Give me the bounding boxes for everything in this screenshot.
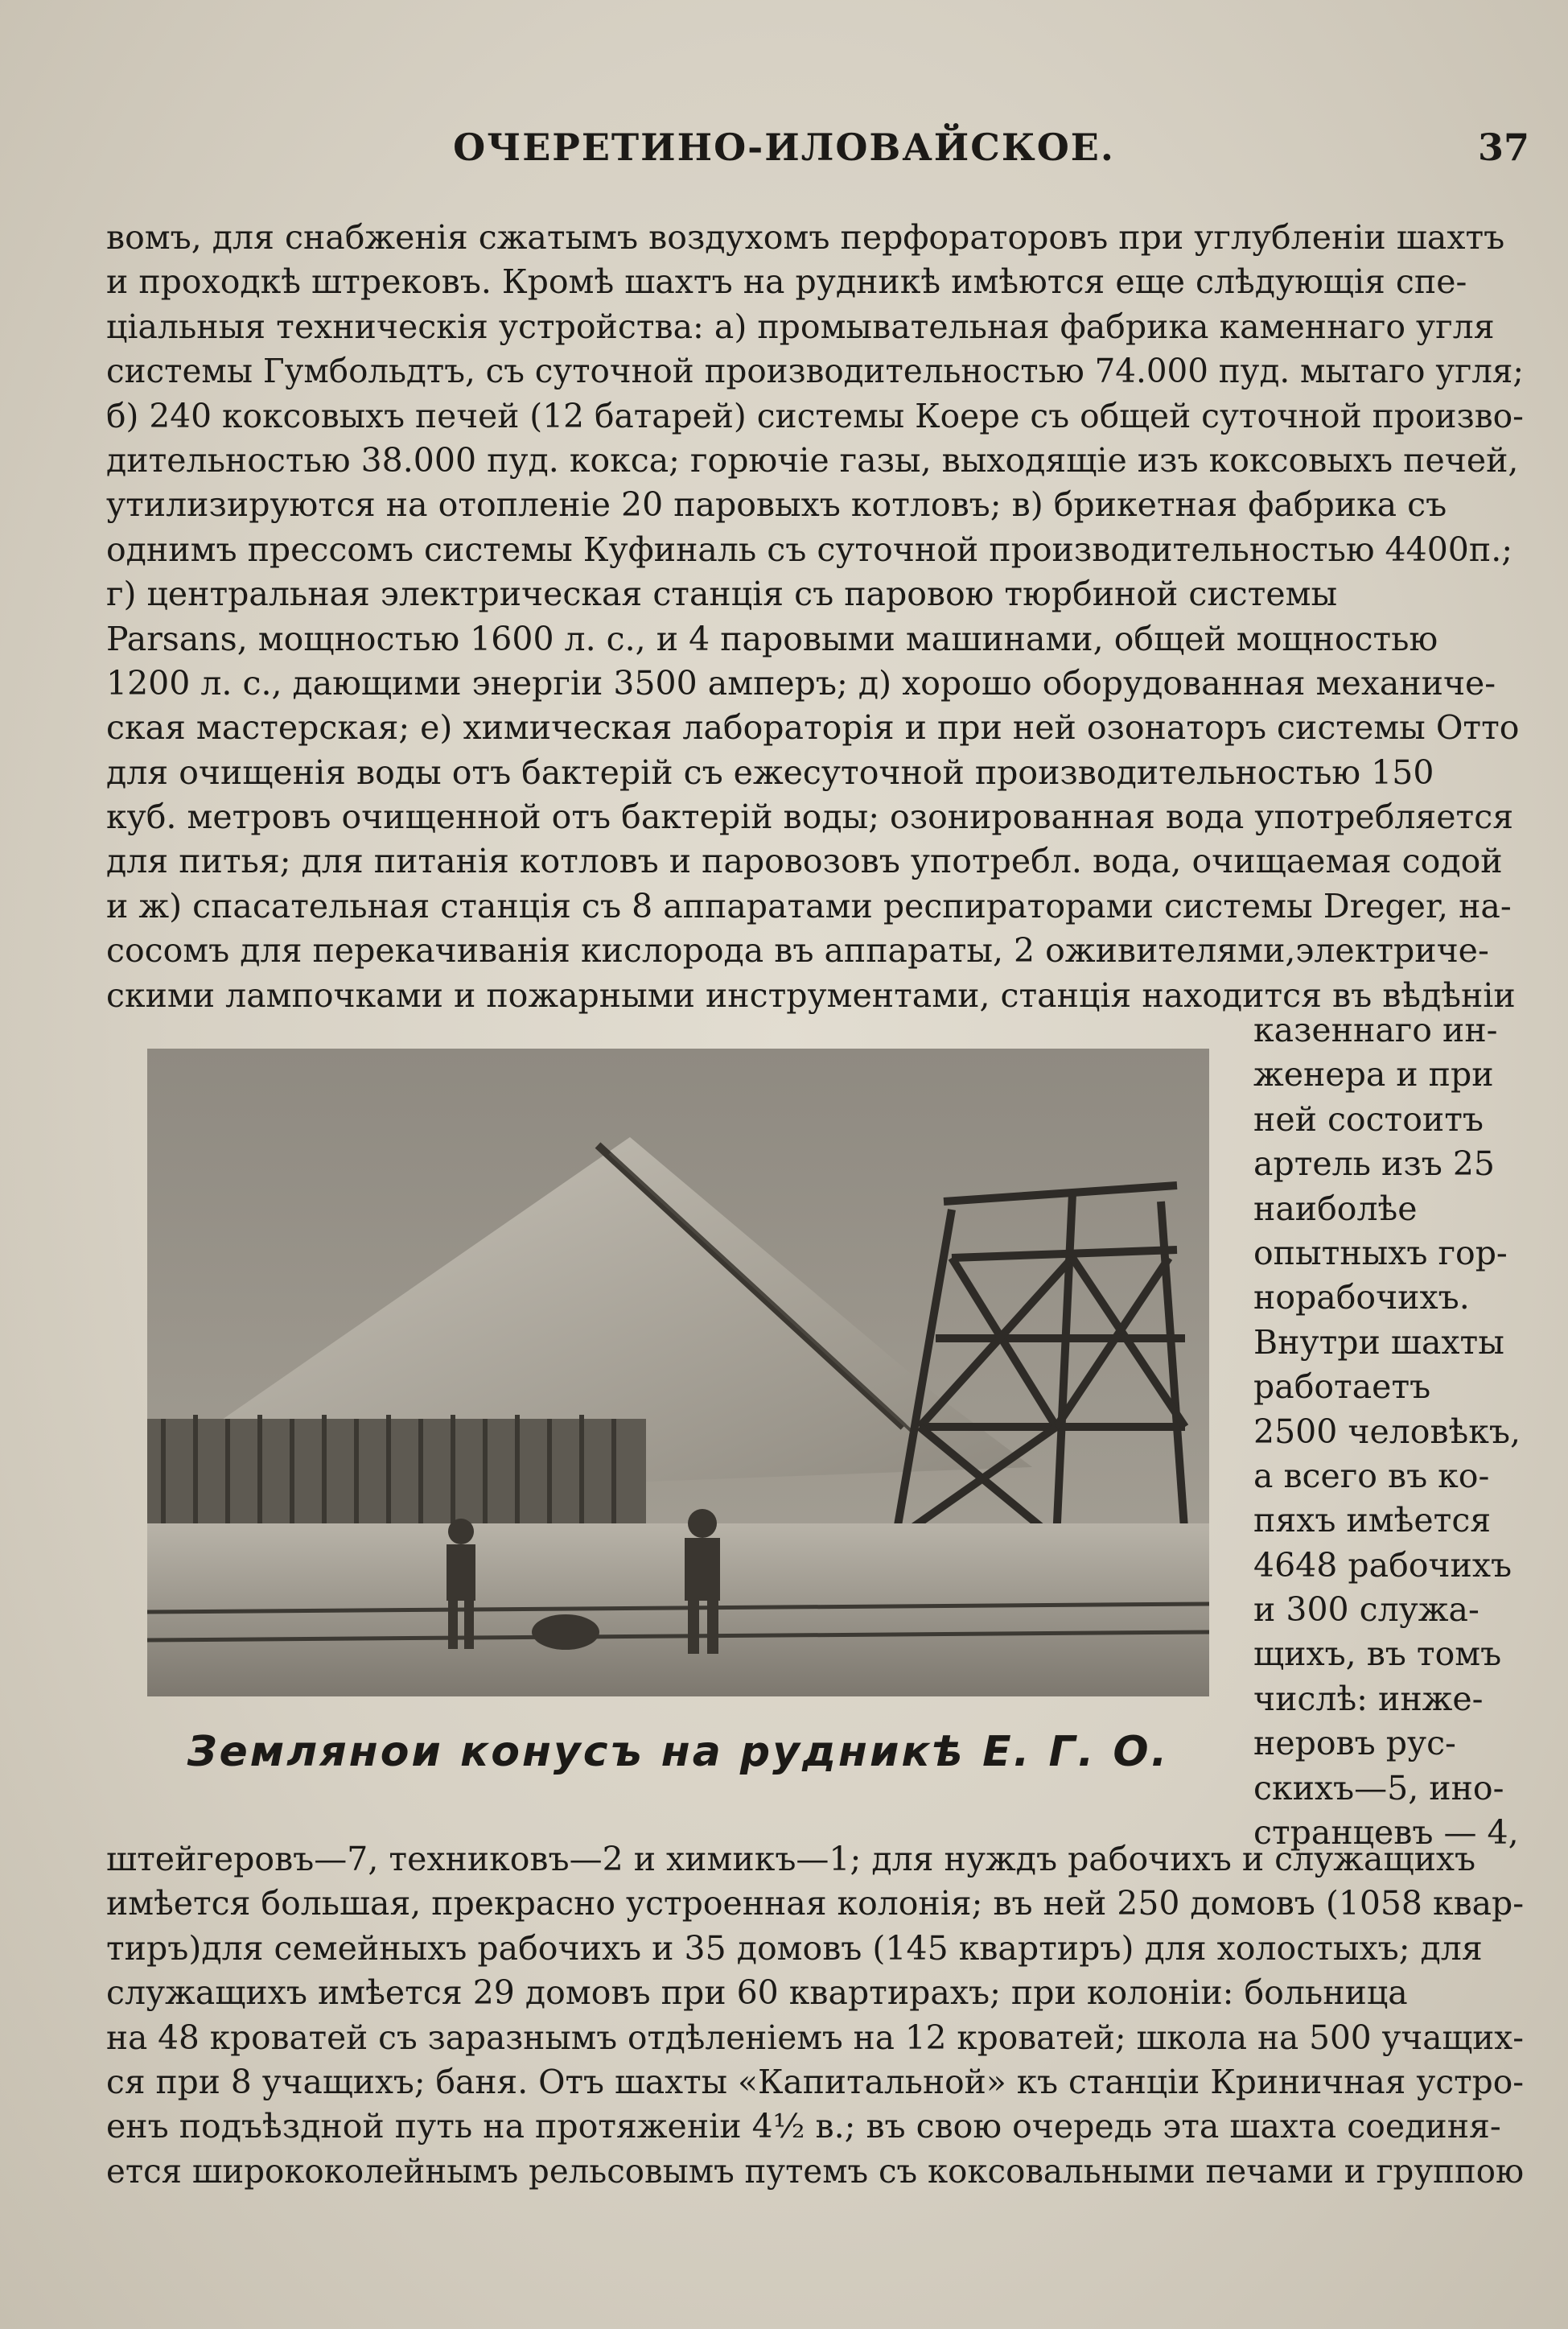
text-line: имѣется большая, прекрасно устроенная колонія; въ ней 250 домовъ (1058 квар-: [106, 1884, 1525, 1923]
text-line: утилизируются на отопленіе 20 паровыхъ котловъ; в) брикетная фабрика съ: [106, 485, 1447, 525]
page-header: [0, 119, 1568, 183]
page-number: 37: [1477, 126, 1529, 169]
text-line: странцевъ — 4,: [1253, 1813, 1519, 1853]
text-line: опытныхъ гор-: [1253, 1233, 1508, 1272]
text-line: вомъ, для снабженія сжатымъ воздухомъ перфораторовъ при углубленіи шахтъ: [106, 218, 1505, 257]
text-line: сосомъ для перекачиванія кислорода въ аппараты, 2 оживителями,электриче-: [106, 931, 1489, 971]
running-head: ОЧЕРЕТИНО-ИЛОВАЙСКОЕ.: [453, 126, 1115, 169]
text-line: ціальныя техническія устройства: а) промывательная фабрика каменнаго угля: [106, 307, 1495, 346]
text-line: пяхъ имѣется: [1253, 1501, 1492, 1540]
text-line: тиръ)для семейныхъ рабочихъ и 35 домовъ (145 квартиръ) для холостыхъ; для: [106, 1928, 1483, 1968]
text-line: штейгеровъ—7, техниковъ—2 и химикъ—1; для нуждъ рабочихъ и служащихъ: [106, 1840, 1476, 1878]
text-line: дительностью 38.000 пуд. кокса; горючіе газы, выходящіе изъ коксовыхъ печей,: [106, 440, 1519, 480]
text-line: 2500 человѣкъ,: [1253, 1412, 1521, 1451]
figure-caption: Землянои конусъ на рудникѣ Е. Г. О.: [187, 1728, 1170, 1776]
text-line: казеннаго ин-: [1253, 1011, 1498, 1049]
text-line: работаетъ: [1253, 1367, 1431, 1407]
text-line: артель изъ 25: [1253, 1144, 1496, 1184]
text-line: однимъ прессомъ системы Куфиналь съ суточной производительностью 4400п.;: [106, 530, 1513, 569]
text-line: скими лампочками и пожарными инструментами, станція находится въ вѣдѣніи: [106, 975, 1516, 1015]
text-line: на 48 кроватей съ заразнымъ отдѣленіемъ на 12 кроватей; школа на 500 учащих-: [106, 2018, 1524, 2057]
text-line: и ж) спасательная станція съ 8 аппаратами респираторами системы Dreger, на-: [106, 886, 1512, 925]
text-line: б) 240 коксовыхъ печей (12 батарей) системы Коере съ общей суточной произво-: [106, 396, 1524, 435]
side-column-text: [1253, 1008, 1524, 1855]
text-line: г) центральная электрическая станція съ паровою тюрбиной системы: [106, 575, 1338, 614]
text-line: ется ширококолейнымъ рельсовымъ путемъ съ коксовальными печами и группою: [106, 2151, 1525, 2191]
text-line: ская мастерская; е) химическая лабораторія и при ней озонаторъ системы Отто: [106, 708, 1520, 748]
text-line: норабочихъ.: [1253, 1278, 1470, 1317]
body-text-top: [106, 216, 1524, 1018]
text-line: 4648 рабочихъ: [1253, 1545, 1512, 1585]
text-line: женера и при: [1253, 1055, 1494, 1094]
photo-figure: [147, 1049, 1209, 1696]
body-text-bottom: [106, 1837, 1524, 2194]
text-line: и проходкѣ штрековъ. Кромѣ шахтъ на рудникѣ имѣются еще слѣдующія спе-: [106, 262, 1467, 302]
text-line: ся при 8 учащихъ; баня. Отъ шахты «Капитальной» къ станціи Криничная устро-: [106, 2062, 1525, 2101]
text-line: системы Гумбольдтъ, съ суточной производительностью 74.000 пуд. мытаго угля;: [106, 352, 1524, 391]
earth-cone-photo: [147, 1049, 1209, 1696]
text-line: Внутри шахты: [1253, 1322, 1504, 1362]
text-line: служащихъ имѣется 29 домовъ при 60 квартирахъ; при колоніи: больница: [106, 1973, 1408, 2013]
text-line: Parsans, мощностью 1600 л. с., и 4 паровыми машинами, общей мощностью: [106, 619, 1438, 658]
text-line: и 300 служа-: [1253, 1590, 1480, 1630]
text-line: а всего въ ко-: [1253, 1456, 1490, 1495]
text-line: неровъ рус-: [1253, 1724, 1456, 1763]
text-line: 1200 л. с., дающими энергіи 3500 амперъ; д) хорошо оборудованная механиче-: [106, 663, 1496, 703]
text-line: наиболѣе: [1253, 1189, 1418, 1228]
text-line: числѣ: инже-: [1253, 1679, 1484, 1718]
text-line: для очищенія воды отъ бактерій съ ежесуточной производительностью 150: [106, 752, 1434, 792]
text-line: скихъ—5, ино-: [1253, 1768, 1504, 1808]
text-line: щихъ, въ томъ: [1253, 1634, 1502, 1674]
text-line: енъ подъѣздной путь на протяженіи 4½ в.; въ свою очередь эта шахта соединя-: [106, 2107, 1501, 2146]
text-line: куб. метровъ очищенной отъ бактерій воды; озонированная вода употребляется: [106, 798, 1514, 837]
text-line: для питья; для питанія котловъ и паровозовъ употребл. вода, очищаемая содой: [106, 842, 1503, 881]
text-line: ней состоитъ: [1253, 1099, 1484, 1139]
